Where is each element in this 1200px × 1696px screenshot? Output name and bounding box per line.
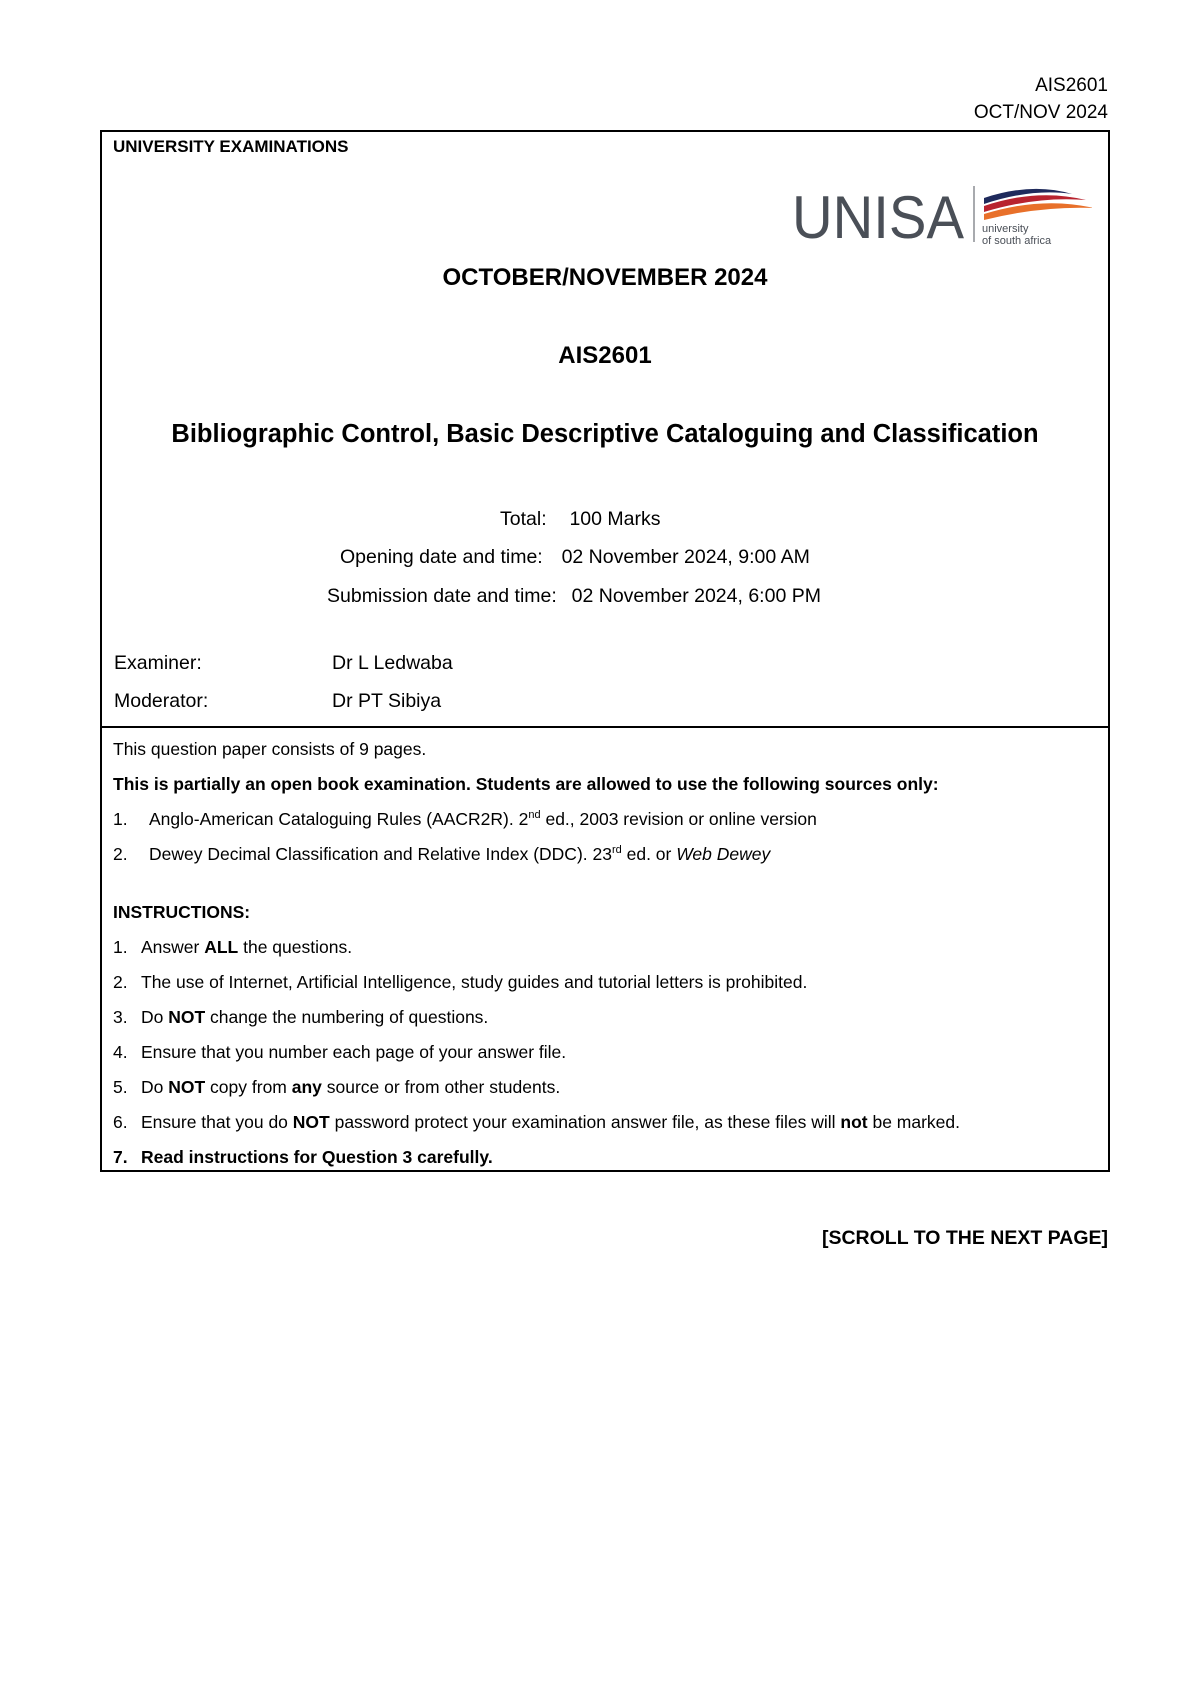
university-examinations-heading: UNIVERSITY EXAMINATIONS [113, 137, 349, 156]
instruction-emphasis: NOT [168, 1077, 206, 1097]
instruction-text: password protect your examination answer file, as these files will [329, 1112, 841, 1132]
source-text: Dewey Decimal Classification and Relative Index (DDC). 23 [149, 844, 612, 864]
instruction-item [113, 1112, 960, 1133]
opening-row [340, 546, 810, 569]
pages-note: This question paper consists of 9 pages. [113, 739, 427, 759]
open-book-note: This is partially an open book examination. Students are allowed to use the following sources only: [113, 774, 939, 794]
moderator-label: Moderator: [114, 690, 209, 712]
opening-label: Opening date and time: [340, 546, 543, 568]
instruction-text: Do [141, 1077, 169, 1097]
moderator-value: Dr PT Sibiya [332, 690, 442, 712]
logo-tagline-line1: university [982, 223, 1029, 235]
source-superscript: nd [528, 809, 541, 822]
source-text-after: ed., 2003 revision or online version [540, 809, 817, 829]
instruction-item [113, 1077, 560, 1098]
scroll-to-next-page-note: [SCROLL TO THE NEXT PAGE] [821, 1227, 1108, 1249]
instruction-text: Read instructions for Question 3 carefully. [141, 1147, 493, 1167]
instruction-text: the questions. [238, 937, 353, 957]
instructions-heading: INSTRUCTIONS: [113, 902, 251, 922]
instruction-text: be marked. [867, 1112, 961, 1132]
instruction-number: 5. [113, 1077, 128, 1097]
source-italic-title: Web Dewey [676, 844, 771, 864]
instruction-text: Ensure that you do [141, 1112, 293, 1132]
instruction-text: copy from [205, 1077, 292, 1097]
instruction-item [113, 1042, 566, 1063]
instruction-number: 7. [113, 1147, 128, 1167]
instruction-text: The use of Internet, Artificial Intelligence, study guides and tutorial letters is prohibited. [141, 972, 808, 992]
submission-label: Submission date and time: [327, 585, 557, 607]
instruction-text: Do [141, 1007, 169, 1027]
instruction-emphasis: not [840, 1112, 868, 1132]
examiner-row [114, 652, 453, 675]
instruction-emphasis: any [291, 1077, 322, 1097]
source-text-after: ed. or [621, 844, 677, 864]
instruction-text: source or from other students. [321, 1077, 561, 1097]
instruction-item [113, 937, 352, 958]
logo-tagline-line2: of south africa [982, 235, 1052, 247]
moderator-row [114, 690, 441, 713]
source-text: Anglo-American Cataloguing Rules (AACR2R). 2 [149, 809, 529, 829]
instruction-number: 1. [113, 937, 128, 957]
source-superscript: rd [611, 844, 622, 857]
source-item [113, 844, 770, 865]
course-code-title: AIS2601 [558, 342, 652, 369]
exam-cover-box [100, 130, 1110, 1172]
instruction-number: 4. [113, 1042, 128, 1062]
course-title: Bibliographic Control, Basic Descriptive Cataloguing and Classification [171, 420, 1039, 448]
page-header [974, 72, 1108, 126]
instruction-text: Ensure that you number each page of your answer file. [141, 1042, 567, 1062]
instruction-item [113, 972, 807, 993]
instruction-text: change the numbering of questions. [205, 1007, 489, 1027]
total-value: 100 Marks [569, 508, 661, 530]
source-number: 1. [113, 809, 128, 829]
logo-wordmark: UNISA [792, 184, 964, 250]
source-number: 2. [113, 844, 128, 864]
instruction-item [113, 1147, 493, 1168]
examiner-value: Dr L Ledwaba [332, 652, 453, 674]
instruction-item [113, 1007, 488, 1028]
instruction-number: 2. [113, 972, 128, 992]
examiner-label: Examiner: [114, 652, 202, 674]
instruction-emphasis: NOT [292, 1112, 330, 1132]
header-period: OCT/NOV 2024 [973, 102, 1108, 123]
submission-value: 02 November 2024, 6:00 PM [571, 585, 821, 607]
instruction-text: Answer [141, 937, 205, 957]
instruction-emphasis: ALL [204, 937, 239, 957]
total-label: Total: [500, 508, 547, 530]
instruction-number: 6. [113, 1112, 128, 1132]
submission-row [327, 585, 821, 608]
total-row [500, 508, 661, 531]
exam-period-title: OCTOBER/NOVEMBER 2024 [442, 264, 768, 291]
instruction-number: 3. [113, 1007, 128, 1027]
cover-section [102, 132, 1108, 728]
instruction-emphasis: NOT [168, 1007, 206, 1027]
header-course-code: AIS2601 [1035, 75, 1108, 96]
source-item [113, 809, 817, 830]
unisa-logo [792, 180, 1092, 250]
opening-value: 02 November 2024, 9:00 AM [561, 546, 810, 568]
